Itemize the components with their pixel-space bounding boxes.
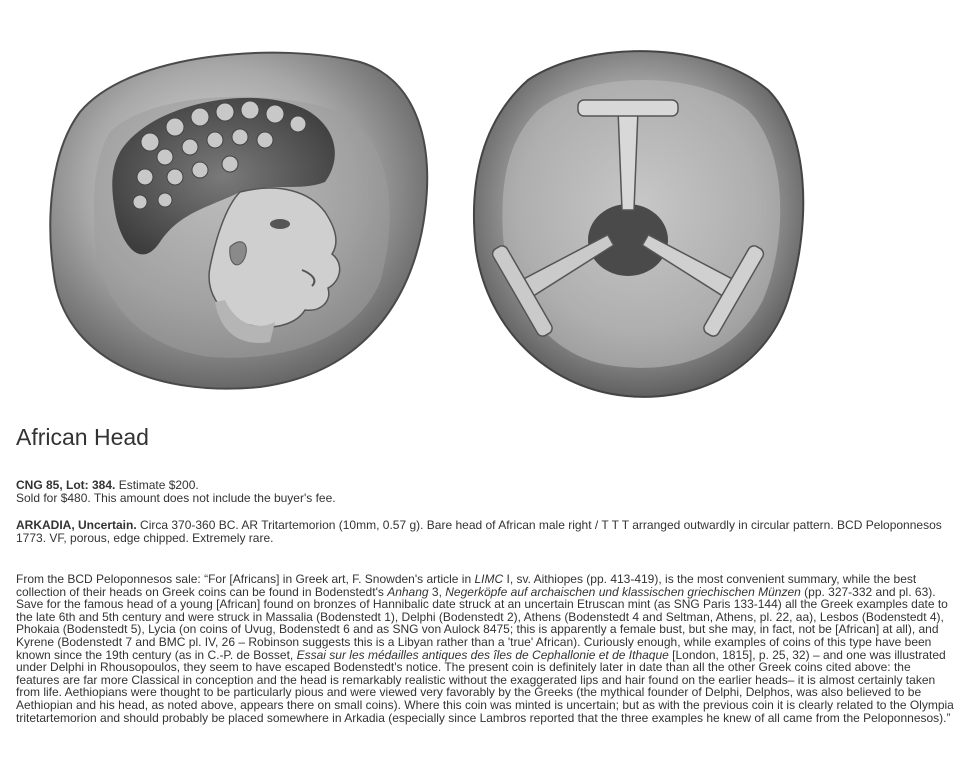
description-text: Circa 370-360 BC. AR Tritartemorion (10mm, 0.57 g). Bare head of African male right / T T T arranged outwardly in circular pattern. BCD Peloponnesos 1773. VF, porous, edge chipped. Extremely rare.: [16, 518, 942, 545]
note-part-5: [London, 1815], p. 25, 32) – and one was illustrated under Delphi in Rhousopoulos, they seem to have escaped Bodenstedt's notice. The present coin is definitely later in date than all the other Greek coins cited above: the features are far more Classical in conception and the head is remarkably realistic without the exaggerated lips and hair found on the earlier heads– it is almost certainly taken from life. Aethiopians were thought to be particularly pious and were viewed very favorably by the Greeks (the mythical founder of Delphi, Delphos, was also believed to be Aethiopian and his head, as noted above, appears there on small coins). Where this coin was minted is uncertain; but as with the previous coin it is clearly related to the Olympia tritetartemorion and should probably be placed somewhere in Arkadia (especially since Lambros reported that the three examples he knew of all came from the Peloponnesos).”: [16, 647, 954, 725]
note-part-4: (pp. 327-332 and pl. 63). Save for the famous head of a young [African] found on bronzes of Hannibalic date struck at an uncertain Etruscan mint (as SNG Paris 133-144) all the Greek examples date to the late 6th and 5th century and were struck in Massalia (Bodenstedt 1), Delphi (Bodenstedt 2), Athens (Bodenstedt 4 and Seltman, Athens, pl. 22, aa), Lesbos (Bodenstedt 4), Phokaia (Bodenstedt 5), Lycia (on coins of Uvug, Bodenstedt 6 and as SNG von Aulock 8475; this is apparently a female bust, but she may, in fact, not be [African] at all), and Kyrene (Bodenstedt 7 and BMC pl. IV, 26 – Robinson suggests this is a Libyan rather than a 'true' African). Curiously enough, while examples of coins of this type have been known since the 19th century (as in C.-P. de Bosset,: [16, 584, 948, 662]
note-italic-title: Negerköpfe auf archaischen und klassischen griechischen Münzen: [445, 584, 801, 599]
lot-reference: CNG 85, Lot: 384.: [16, 478, 116, 492]
reverse-coin-image: [468, 40, 813, 405]
lot-estimate: Estimate $200.: [115, 478, 199, 492]
note-italic-limc: LIMC: [474, 572, 504, 586]
note-part-1: From the BCD Peloponnesos sale: “For [Africans] in Greek art, F. Snowden's article in: [16, 572, 475, 586]
note-part-2: I, sv. Aithiopes (pp. 413-419), is the most convenient summary, while the best collection of their heads on Greek coins can be found in Bodenstedt's: [16, 572, 917, 599]
note-part-3: 3,: [428, 584, 446, 599]
coin-description: [16, 519, 956, 545]
lot-sold-price: Sold for $480. This amount does not include the buyer's fee.: [16, 491, 336, 505]
lot-info: [16, 479, 956, 505]
page-title: African Head: [16, 424, 149, 450]
note-italic-essai: Essai sur les médailles antiques des îles de Cephallonie et de Ithaque: [296, 647, 669, 662]
note-italic-anhang: Anhang: [387, 584, 429, 599]
provenance-note: [16, 573, 956, 724]
description-heading: ARKADIA, Uncertain.: [16, 518, 137, 532]
obverse-coin-image: [40, 42, 440, 392]
